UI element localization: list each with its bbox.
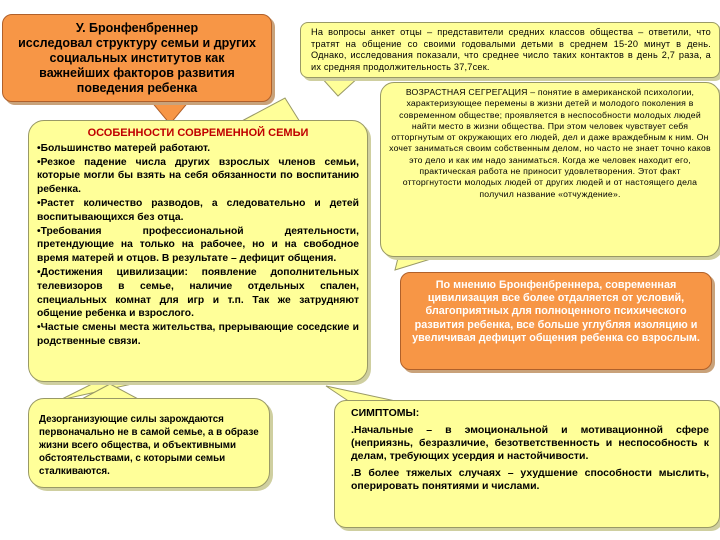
- disorganizing-box: [28, 398, 270, 488]
- survey-text: На вопросы анкет отцы – представители средних классов общества – ответили, что тратят на общение со своими годовалыми детьми в среднем 15-20 минут в день. Однако, исследования показали, что среднее число таких контактов в день 2,7 раза, а их средняя продолжительность 37,7сек.: [311, 27, 711, 72]
- segregation-text: ВОЗРАСТНАЯ СЕГРЕГАЦИЯ – понятие в американской психологии, характеризующее перемены в жизни детей и молодого поколения в современном обществе; проявляется в неспособности молодых людей найти место в жизни общества. При этом человек чувствует себя отторгнутым от окружающих его людей, дел и даже враждебным к ним. Он хочет заниматься своим собственным делом, но часто не знает точно каков это дело и как им надо заниматься. Когда же человек находит его, практическая работа не приносит удовлетворения. Этот факт отторгнутости молодых людей от других людей и от настоящего дела получил название «отчуждение».: [389, 87, 711, 199]
- survey-box: [300, 22, 720, 78]
- features-item-3: •Растет количество разводов, а следовательно и детей воспитывающихся без отца.: [37, 197, 359, 223]
- features-item-5: •Достижения цивилизации: появление дополнительных телевизоров в семье, наличие отдельных спален, специальных комнат для игр и т.п. Так же затрудняют общение ребенка и взрослого.: [37, 266, 359, 320]
- bronfenbrenner-line-1: У. Бронфенбреннер: [75, 21, 199, 35]
- opinion-box: [400, 272, 712, 370]
- callout-tail-features-bottom: [60, 380, 150, 400]
- bronfenbrenner-box: [2, 14, 272, 102]
- disorganizing-text: Дезорганизующие силы зарождаются первоначально не в самой семье, а в образе жизни всего общества, и объективными обстоятельствами, с которыми семьи сталкиваются.: [39, 414, 259, 477]
- bronfenbrenner-line-5: поведения ребенка: [76, 81, 198, 95]
- features-box: [28, 120, 368, 382]
- symptoms-item-2: .В более тяжелых случаях – ухудшение способности мыслить, оперировать понятиями и числами.: [351, 467, 709, 492]
- features-item-1: •Большинство матерей работают.: [37, 142, 211, 154]
- features-item-2: •Резкое падение числа других взрослых членов семьи, которые могли бы взять на себя обязанности по воспитанию ребенка.: [37, 156, 359, 196]
- segregation-box: [380, 82, 720, 257]
- features-item-4: •Требования профессиональной деятельности, претендующие на только на рабочее, но и на свободное время матерей и отцов. В результате – дефицит общения.: [37, 225, 359, 265]
- bronfenbrenner-line-3: социальных институтов как: [49, 51, 225, 65]
- callout-tail-survey: [320, 76, 360, 96]
- bronfenbrenner-line-2: исследовал структуру семьи и других: [18, 36, 256, 50]
- symptoms-box: [334, 400, 720, 528]
- features-item-6: •Частые смены места жительства, прерывающие соседские и родственные связи.: [37, 322, 359, 347]
- features-title: ОСОБЕННОСТИ СОВРЕМЕННОЙ СЕМЬИ: [87, 127, 309, 139]
- opinion-text: По мнению Бронфенбреннера, современная цивилизация все более отдаляется от условий, благоприятных для полноценного психического развития ребенка, все больше углубляя изоляцию и увеличивая дефицит общения ребенка со взрослым.: [412, 279, 700, 344]
- symptoms-item-1: .Начальные – в эмоциональной и мотивационной сфере (неприязнь, безразличие, безответственность и неспособность к делам, требующих усердия и настойчивости.: [351, 424, 709, 462]
- bronfenbrenner-line-4: важнейших факторов развития: [39, 66, 235, 80]
- symptoms-title: СИМПТОМЫ:: [351, 407, 420, 419]
